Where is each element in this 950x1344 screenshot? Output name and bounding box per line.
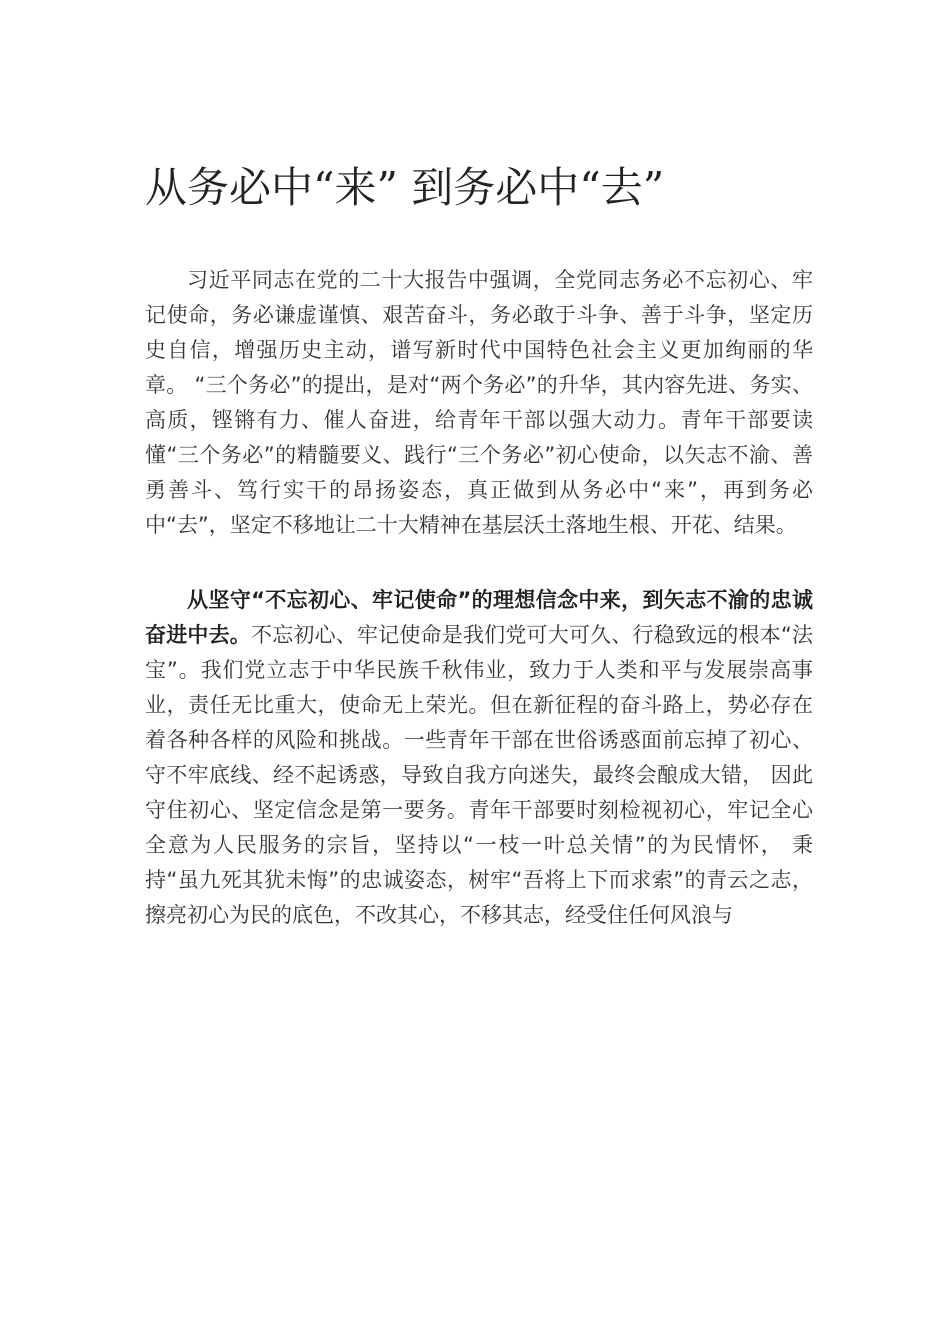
- section-paragraph-1: [145, 583, 813, 933]
- document-title: 从务必中“来” 到务必中“去”: [145, 163, 665, 212]
- paragraph-text: 习近平同志在党的二十大报告中强调，全党同志务必不忘初心、牢记使命，务必谦虚谨慎、艰苦奋斗，务必敢于斗争、善于斗争，坚定历史自信，增强历史主动，谱写新时代中国特色社会主义更加绚丽的华章。 “三个务必”的提出，是对“两个务必”的升华，其内容先进、务实、高质，铿锵有力、催人奋进，给青年干部以强大动力。青年干部要读懂“三个务必”的精髓要义、践行“三个务必”初心使命，以矢志不渝、善勇善斗、笃行实干的昂扬姿态，真正做到从务必中“来”，再到务必中“去”，坚定不移地让二十大精神在基层沃土落地生根、开花、结果。: [145, 268, 813, 537]
- intro-paragraph: [145, 263, 813, 543]
- paragraph-text: 不忘初心、牢记使命是我们党可大可久、行稳致远的根本“法宝”。我们党立志于中华民族千秋伟业，致力于人类和平与发展崇高事业，责任无比重大，使命无上荣光。但在新征程的奋斗路上，势必存在着各种各样的风险和挑战。一些青年干部在世俗诱惑面前忘掉了初心、守不牢底线、经不起诱惑，导致自我方向迷失，最终会酿成大错， 因此守住初心、坚定信念是第一要务。青年干部要时刻检视初心，牢记全心全意为人民服务的宗旨，坚持以“一枝一叶总关情”的为民情怀， 秉持“虽九死其犹未悔”的忠诚姿态，树牢“吾将上下而求索”的青云之志，擦亮初心为民的底色，不改其心，不移其志，经受住任何风浪与: [145, 623, 814, 927]
- paragraph-lead-sentence: 从坚守“不忘初心、牢记使命”的理想信念中来，到矢志不渝的忠诚奋进中去。: [145, 588, 813, 647]
